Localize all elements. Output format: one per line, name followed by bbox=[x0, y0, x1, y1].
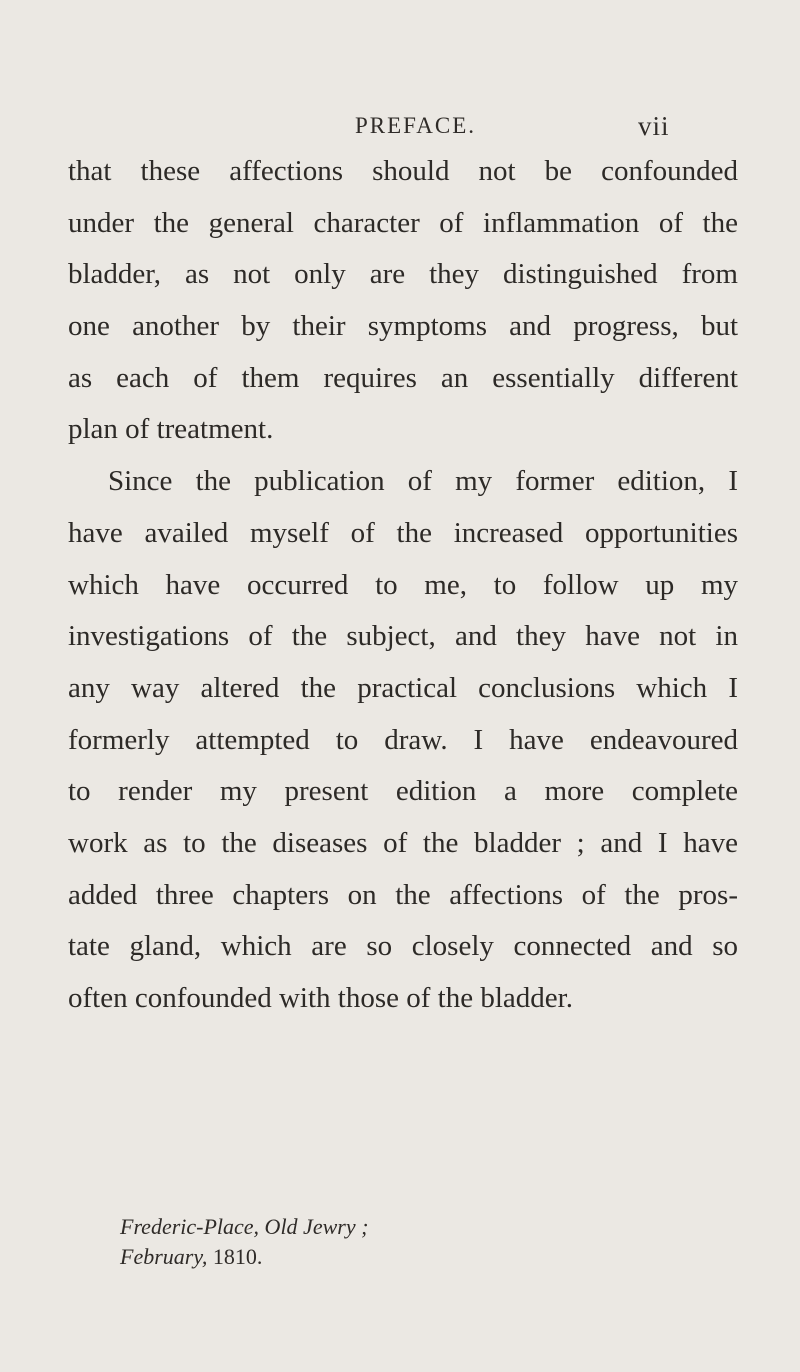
text-line: plan of treatment. bbox=[68, 413, 274, 446]
running-head-title: PREFACE. bbox=[355, 113, 477, 138]
text-line: have availed myself of the increased opportunities bbox=[68, 516, 738, 549]
running-head bbox=[0, 106, 800, 146]
text-line: which have occurred to me, to follow up my bbox=[68, 568, 738, 601]
signature-year: 1810. bbox=[212, 1244, 263, 1269]
text-line: work as to the diseases of the bladder ; and I have bbox=[68, 826, 738, 859]
page-number: vii bbox=[638, 111, 670, 141]
text-line: often confounded with those of the bladder. bbox=[68, 982, 573, 1014]
signature-block bbox=[120, 1212, 368, 1272]
text-line: as each of them requires an essentially different bbox=[68, 361, 738, 394]
signature-place: Frederic-Place, Old Jewry ; bbox=[120, 1214, 369, 1239]
text-line: added three chapters on the affections of the pros- bbox=[68, 878, 738, 911]
text-line: bladder, as not only are they distinguished from bbox=[68, 258, 738, 291]
text-line: under the general character of inflammation of the bbox=[68, 206, 738, 239]
signature-date-line bbox=[120, 1242, 368, 1272]
text-line: formerly attempted to draw. I have endeavoured bbox=[68, 723, 738, 756]
text-line: Since the publication of my former edition, I bbox=[108, 465, 738, 498]
text-line: that these affections should not be confounded bbox=[68, 155, 738, 187]
text-line: investigations of the subject, and they have not in bbox=[68, 620, 738, 653]
text-line: tate gland, which are so closely connected and so bbox=[68, 930, 738, 963]
text-line: to render my present edition a more complete bbox=[68, 775, 738, 808]
text-line: one another by their symptoms and progress, but bbox=[68, 310, 738, 343]
text-line: any way altered the practical conclusions which I bbox=[68, 671, 738, 704]
signature-place-line bbox=[120, 1212, 368, 1242]
preface-body bbox=[68, 146, 738, 1025]
signature-month: February, bbox=[120, 1244, 208, 1269]
